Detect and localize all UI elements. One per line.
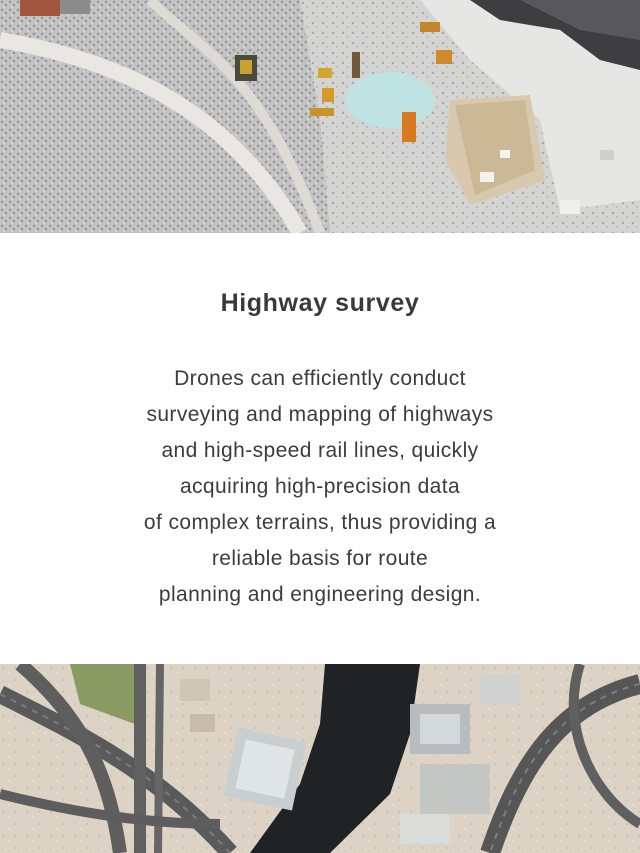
section-description <box>0 361 640 613</box>
quarry-aerial-image <box>0 0 640 233</box>
content-section <box>0 233 640 664</box>
highway-interchange-aerial-photo <box>0 664 640 853</box>
description-line: and high-speed rail lines, quickly <box>161 439 479 462</box>
highway-aerial-image <box>0 664 640 853</box>
quarry-aerial-photo <box>0 0 640 233</box>
description-line: of complex terrains, thus providing a <box>143 511 497 534</box>
description-line: surveying and mapping of highways <box>146 403 494 426</box>
section-title: Highway survey <box>220 289 420 317</box>
description-line: planning and engineering design. <box>158 583 482 606</box>
description-line: reliable basis for route <box>211 547 429 570</box>
description-line: Drones can efficiently conduct <box>174 367 466 390</box>
description-line: acquiring high-precision data <box>179 475 461 498</box>
